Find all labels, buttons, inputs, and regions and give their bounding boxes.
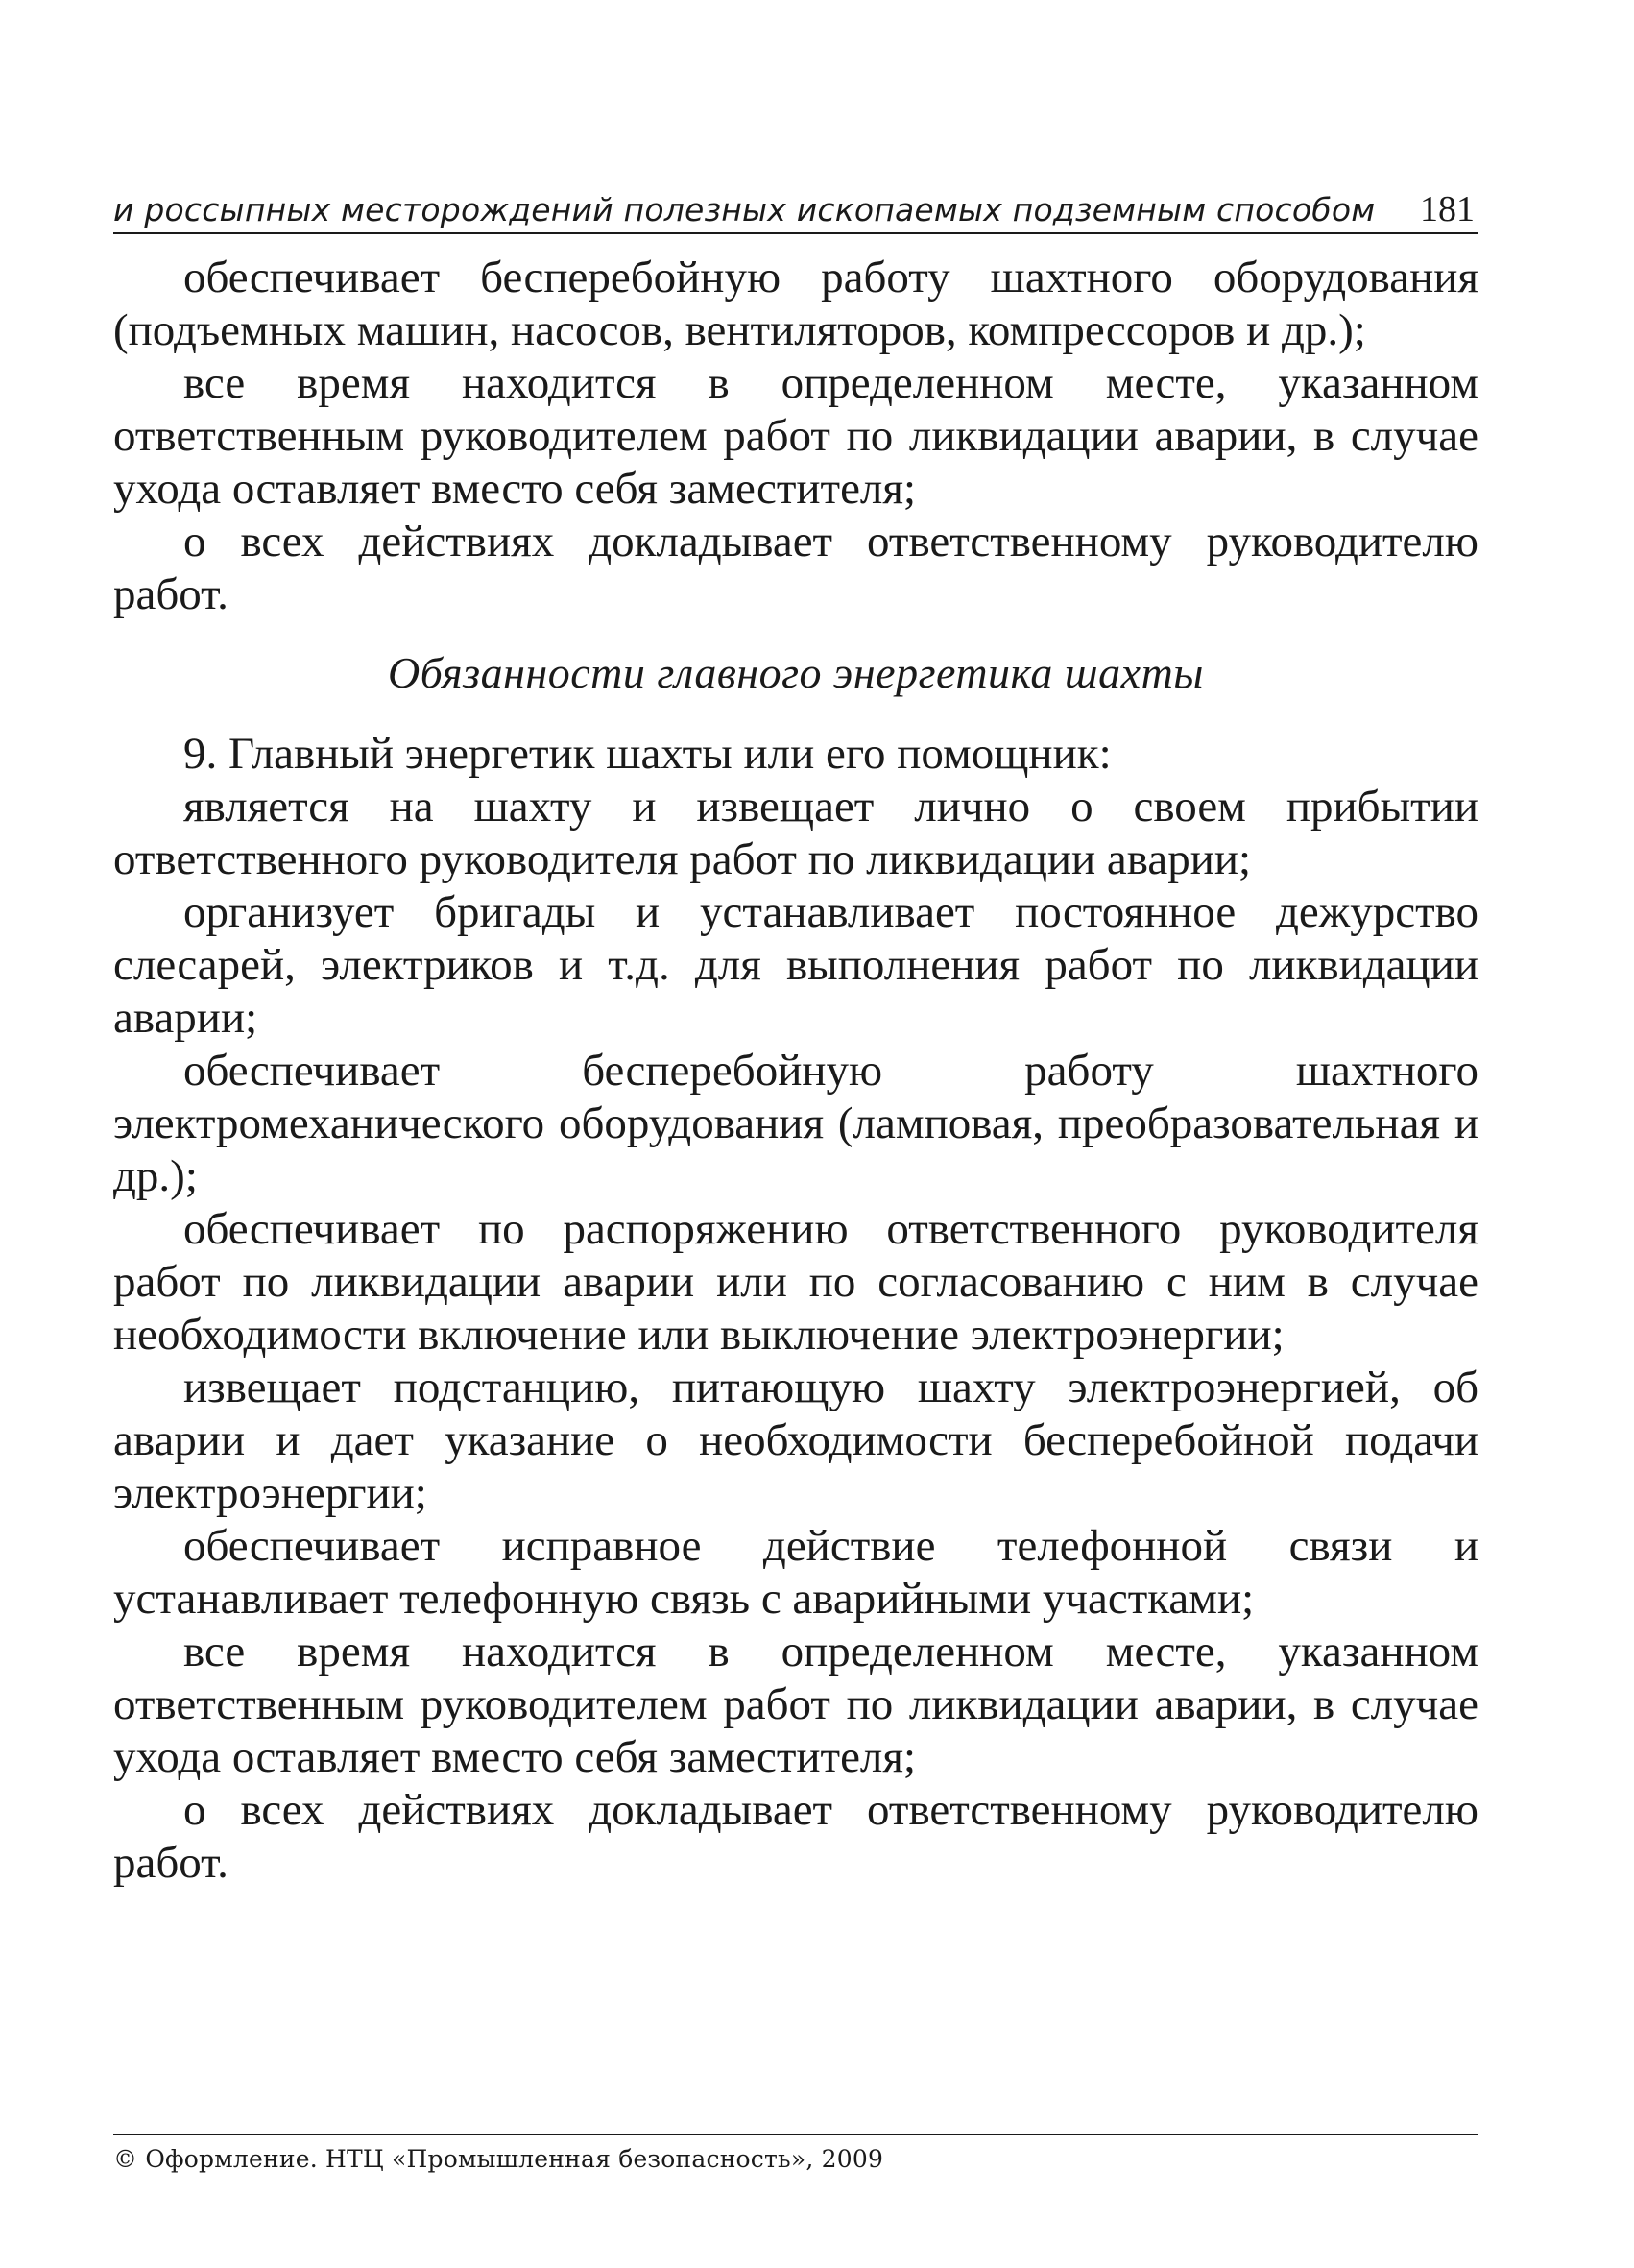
paragraph: обеспечивает исправное действие телефонной связи и устанавливает телефонную связь с аварийными участками;	[113, 1521, 1478, 1624]
paragraph: все время находится в определенном месте, указанном ответственным руководителем работ по ликвидации аварии, в случае ухода оставляет вместо себя заместителя;	[113, 358, 1478, 514]
page-number: 181	[1420, 189, 1475, 229]
body-text	[113, 252, 1478, 1890]
copyright-notice: © Оформление. НТЦ «Промышленная безопасность», 2009	[113, 2145, 884, 2173]
running-title: и россыпных месторождений полезных ископаемых подземным способом	[113, 191, 1376, 229]
paragraph: о всех действиях докладывает ответственному руководителю работ.	[113, 517, 1478, 619]
paragraph: является на шахту и извещает лично о своем прибытии ответственного руководителя работ по ликвидации аварии;	[113, 782, 1478, 884]
paragraph: извещает подстанцию, питающую шахту электроэнергией, об аварии и дает указание о необходимости бесперебойной подачи электроэнергии;	[113, 1363, 1478, 1518]
section-heading: Обязанности главного энергетика шахты	[388, 648, 1204, 697]
page-footer	[113, 2134, 1478, 2173]
paragraph: 9. Главный энергетик шахты или его помощник:	[183, 729, 1112, 779]
paragraph: обеспечивает по распоряжению ответственного руководителя работ по ликвидации аварии или по согласованию с ним в случае необходимости включение или выключение электроэнергии;	[113, 1204, 1478, 1360]
paragraph: все время находится в определенном месте, указанном ответственным руководителем работ по ликвидации аварии, в случае ухода оставляет вместо себя заместителя;	[113, 1627, 1478, 1782]
paragraph: о всех действиях докладывает ответственному руководителю работ.	[113, 1785, 1478, 1888]
paragraph: обеспечивает бесперебойную работу шахтного электромеханического оборудования (ламповая, преобразовательная и др.);	[113, 1046, 1478, 1201]
paragraph: обеспечивает бесперебойную работу шахтного оборудования (подъемных машин, насосов, вентиляторов, компрессоров и др.);	[113, 253, 1478, 355]
running-header	[113, 184, 1478, 234]
paragraph: организует бригады и устанавливает постоянное дежурство слесарей, электриков и т.д. для выполнения работ по ликвидации аварии;	[113, 887, 1478, 1043]
